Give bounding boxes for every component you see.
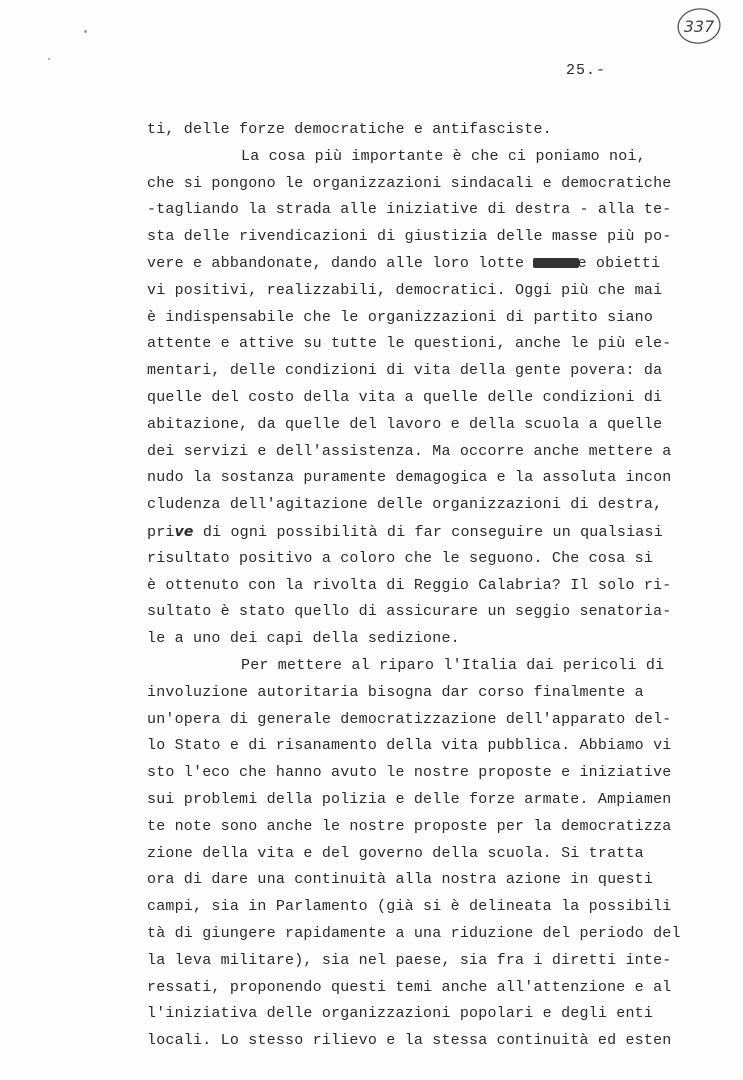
text-line: lo Stato e di risanamento della vita pubblica. Abbiamo vi: [147, 737, 672, 755]
text-line: mentari, delle condizioni di vita della gente povera: da: [147, 362, 663, 380]
text-line: sta delle rivendicazioni di giustizia delle masse più po-: [147, 228, 672, 246]
archive-number-stamp: [676, 6, 722, 46]
text-line: nudo la sostanza puramente demagogica e la assoluta incon: [147, 469, 672, 487]
text-line: ora di dare una continuità alla nostra azione in questi: [147, 871, 654, 889]
text-line: sui problemi della polizia e delle forze armate. Ampiamen: [147, 790, 672, 808]
text-line: involuzione autoritaria bisogna dar corso finalmente a: [147, 683, 644, 701]
text-line: quelle del costo della vita a quelle delle condizioni di: [147, 388, 663, 406]
text-line: è ottenuto con la rivolta di Reggio Calabria? Il solo ri-: [147, 576, 672, 594]
text-line: vi positivi, realizzabili, democratici. Oggi più che mai: [147, 281, 663, 299]
text-line: sultato è stato quello di assicurare un seggio senatoria-: [147, 603, 672, 621]
paper-speck: [48, 58, 50, 60]
text-line: te note sono anche le nostre proposte per la democratizza: [147, 817, 672, 835]
text-line: ressati, proponendo questi temi anche all'attenzione e al: [147, 978, 672, 996]
text-line: dei servizi e dell'assistenza. Ma occorre anche mettere a: [147, 442, 672, 460]
page-number: 25.-: [566, 62, 607, 79]
text-line: tà di giungere rapidamente a una riduzione del periodo del: [147, 924, 681, 942]
text-line: zione della vita e del governo della scuola. Si tratta: [147, 844, 644, 862]
text-line: le a uno dei capi della sedizione.: [147, 630, 460, 648]
text-line: -tagliando la strada alle iniziative di destra - alla te-: [147, 201, 672, 219]
text-line: la leva militare), sia nel paese, sia fra i diretti inte-: [147, 951, 672, 969]
line-segment: di ogni possibilità di far conseguire un qualsiasi: [193, 523, 663, 541]
line-segment: e obietti: [577, 254, 661, 272]
text-line: ti, delle forze democratiche e antifasciste.: [147, 121, 552, 138]
text-line: che si pongono le organizzazioni sindacali e democratiche: [147, 174, 672, 192]
text-line: cludenza dell'agitazione delle organizzazioni di destra,: [147, 496, 663, 514]
text-line: abitazione, da quelle del lavoro e della scuola a quelle: [147, 415, 663, 433]
text-line: è indispensabile che le organizzazioni di partito siano: [147, 308, 654, 326]
text-line: [147, 251, 667, 278]
paper-speck: [84, 30, 87, 33]
text-line: attente e attive su tutte le questioni, anche le più ele-: [147, 335, 672, 353]
archive-number: 337: [683, 17, 715, 36]
text-line: locali. Lo stesso rilievo e la stessa continuità ed esten: [147, 1032, 672, 1050]
text-line: Per mettere al riparo l'Italia dai pericoli di: [241, 656, 665, 674]
text-line: l'iniziativa delle organizzazioni popolari e degli enti: [147, 1005, 654, 1023]
circled-number-mark: [676, 6, 722, 46]
struck-out-word: [533, 258, 579, 268]
handwritten-correction: ve: [174, 523, 194, 540]
text-line: sto l'eco che hanno avuto le nostre proposte e iniziative: [147, 764, 672, 782]
line-segment: pri: [147, 523, 175, 541]
text-line: [147, 519, 667, 546]
text-line: campi, sia in Parlamento (già si è delineata la possibili: [147, 898, 672, 916]
line-segment: vere e abbandonate, dando alle loro lotte: [147, 254, 534, 272]
text-line: un'opera di generale democratizzazione dell'apparato del-: [147, 710, 672, 728]
text-line: La cosa più importante è che ci poniamo noi,: [241, 147, 646, 165]
text-line: risultato positivo a coloro che le seguono. Che cosa si: [147, 549, 654, 567]
typed-body-text: [147, 117, 681, 1055]
